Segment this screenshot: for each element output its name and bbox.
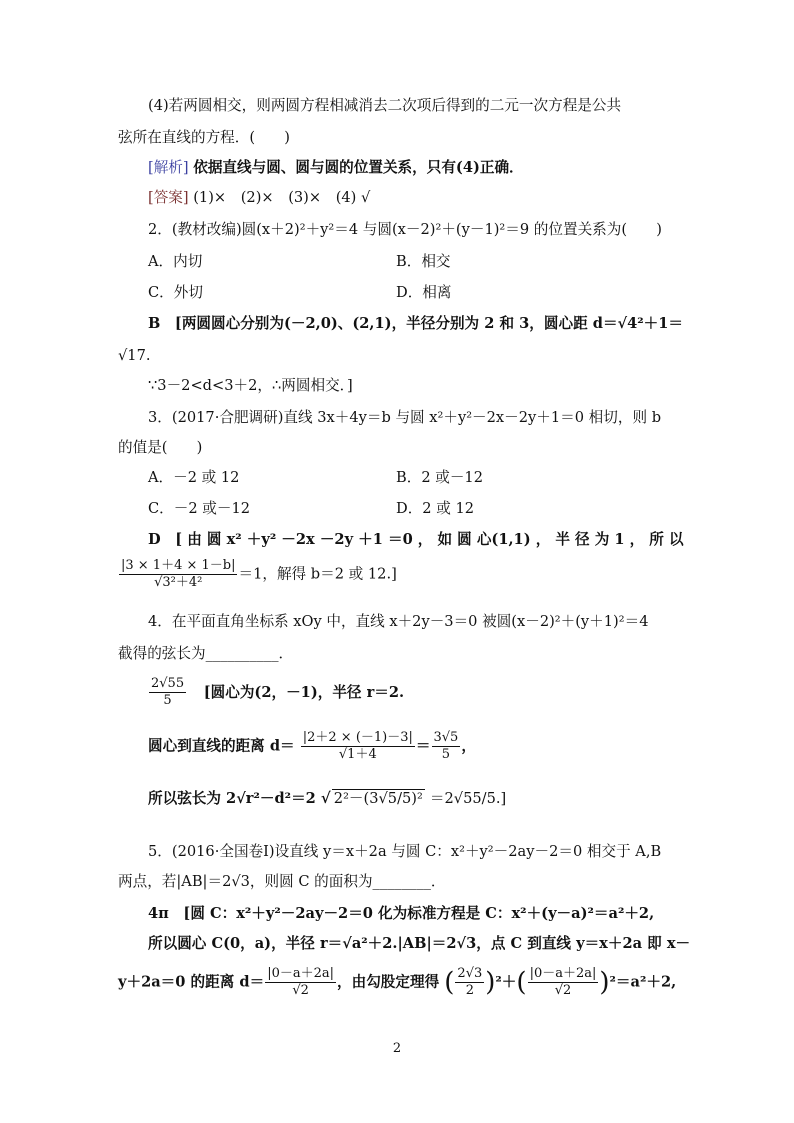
q5-part1 [455,966,484,999]
q2-answer-3: ∵3－2<d<3＋2，∴两圆相交．] [148,377,353,394]
page-number: 2 [392,1041,402,1056]
q4-head: 4．在平面直角坐标系 xOy 中，直线 x＋2y－3＝0 被圆(x－2)²＋(y＋1)²＝4 [148,613,649,630]
q5-dist-fraction [265,966,336,999]
q5-answer-2: 所以圆心 C(0，a)，半径 r＝√a²＋2.|AB|＝2√3，点 C 到直线 y＝x＋2a 即 x－ [148,935,691,952]
q5-part2 [528,966,599,999]
q2-answer-2: √17. [118,347,151,364]
q5-head-cont: 两点，若|AB|＝2√3，则圆 C 的面积为________． [118,873,446,890]
q3-option-c: C．－2 或－12 [148,500,251,517]
q5-head: 5．(2016·全国卷Ⅰ)设直线 y＝x＋2a 与圆 C：x²＋y²－2ay－2＝0 相交于 A,B [148,843,662,860]
q2-option-b: B．相交 [396,253,451,270]
answer-text: (1)× (2)× (3)× (4) √ [193,189,371,206]
q4-chord-result: ＝2√55/5.] [429,790,507,807]
q3-head-cont: 的值是( ) [118,439,203,456]
q3-option-b: B．2 或－12 [396,469,483,486]
q5-part1-num: 2√3 [457,966,483,981]
answer-tag: [答案] [148,189,189,206]
q2-head: 2．(教材改编)圆(x＋2)²＋y²＝4 与圆(x－2)²＋(y－1)²＝9 的位置关系为( ) [148,221,662,238]
q5-part1-den: 2 [465,983,474,998]
q5-dist-label: y＋2a＝0 的距离 d＝ [118,973,265,991]
analysis-tag: [解析] [148,159,189,176]
left-paren-icon: ( [516,967,527,998]
q5-tail: ²＝a²＋2, [609,973,677,991]
q4-answer-den: 5 [163,693,172,708]
q5-part2-num: |0－a＋2a| [529,966,597,981]
q4-result-den: 5 [441,747,451,762]
right-paren-icon: ) [599,967,610,998]
left-paren-icon: ( [444,967,455,998]
q4-dist-num: |2＋2 × (－1)－3| [302,730,413,745]
q3-option-a: A．－2 或 12 [148,469,240,486]
q2-option-d: D．相离 [396,284,452,301]
q4-chord-label: 所以弦长为 2√r²－d²＝2 [148,790,316,807]
q3-fraction-num: |3 × 1＋4 × 1－b| [121,558,236,573]
q5-pythag-label: ，由勾股定理得 [337,973,440,991]
q4-comma: ， [461,737,476,755]
q3-answer-2 [118,558,397,591]
q3-option-d: D．2 或 12 [396,500,475,517]
q3-answer-1: D [ 由 圆 x² ＋y² －2x －2y ＋1 ＝0 ， 如 圆 心(1,1) ， 半 径 为 1 ， 所 以 [148,531,684,548]
q4-result-num: 3√5 [433,730,459,745]
q4-head-cont: 截得的弦长为__________． [118,645,294,662]
q3-answer-tail: ＝1，解得 b＝2 或 12.] [238,565,397,583]
q4-answer-value [149,676,186,709]
q3-head: 3．(2017·合肥调研)直线 3x＋4y＝b 与圆 x²＋y²－2x－2y＋1＝0 相切，则 b [148,409,662,426]
right-paren-icon: ) [485,967,496,998]
q2-option-a: A．内切 [148,253,203,270]
line-q-part4-cont: 弦所在直线的方程．( ) [118,129,290,146]
q4-answer-1 [148,676,404,709]
q5-answer-1: 4π [圆 C：x²＋y²－2ay－2＝0 化为标准方程是 C：x²＋(y－a)²＝a²＋2, [148,905,655,922]
q4-answer-num: 2√55 [151,676,185,691]
q2-option-c: C．外切 [148,284,203,301]
q4-answer-2 [148,730,476,763]
q5-dist-den: √2 [292,983,309,998]
q4-answer-3 [148,788,506,809]
q4-dist-result [432,730,461,763]
q5-answer-3 [118,966,676,999]
line-q-part4: (4)若两圆相交，则两圆方程相减消去二次项后得到的二元一次方程是公共 [148,97,622,114]
q5-plus: ²＋ [495,973,517,991]
q4-dist-fraction [301,730,415,763]
q2-answer-1: B [两圆圆心分别为(－2,0)、(2,1)，半径分别为 2 和 3，圆心距 d＝√4²＋1＝ [148,315,684,332]
q4-chord-inner: 2²－(3√5/5)² [333,790,423,807]
q4-dist-label: 圆心到直线的距离 d＝ [148,737,295,755]
analysis-line [148,158,524,178]
q4-answer-text: [圆心为(2，－1)，半径 r＝2. [203,683,405,701]
answer-line [148,188,370,208]
sqrt-icon: √ [320,789,331,807]
q5-part2-den: √2 [554,983,572,998]
q4-equals: ＝ [415,737,431,755]
q4-dist-den: √1＋4 [338,747,377,762]
analysis-text: 依据直线与圆、圆与圆的位置关系，只有(4)正确． [193,159,524,176]
q5-dist-num: |0－a＋2a| [267,966,334,981]
q3-fraction-den: √3²＋4² [154,575,203,590]
q3-fraction [119,558,237,591]
